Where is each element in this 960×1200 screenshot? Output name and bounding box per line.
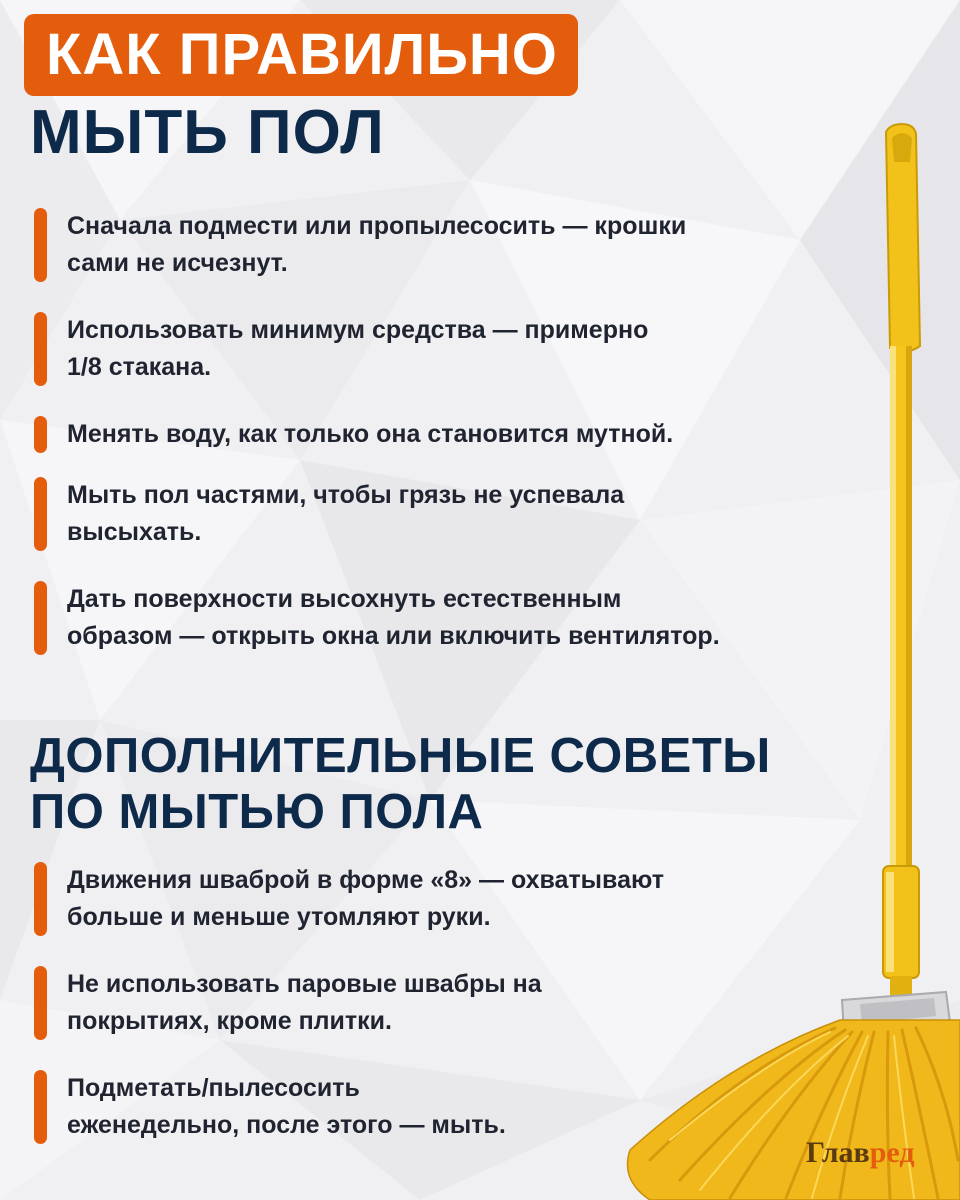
yellow-mop-icon (590, 120, 960, 1200)
page-title-line2: МЫТЬ ПОЛ (30, 98, 385, 167)
tip-marker (34, 966, 47, 1040)
section-title: ДОПОЛНИТЕЛЬНЫЕ СОВЕТЫ ПО МЫТЬЮ ПОЛА (30, 729, 771, 839)
tip-text: Подметать/пылесосить еженедельно, после этого — мыть. (67, 1074, 506, 1139)
tip-marker (34, 581, 47, 655)
tip-text: Мыть пол частями, чтобы грязь не успевала высыхать. (67, 481, 625, 546)
tip-marker (34, 477, 47, 551)
tip-marker (34, 312, 47, 386)
tip-text: Менять воду, как только она становится мутной. (67, 420, 674, 448)
title-badge (24, 14, 578, 96)
tip-text: Движения шваброй в форме «8» — охватывают больше и меньше утомляют руки. (67, 866, 664, 931)
tip-marker (34, 208, 47, 282)
tip-text: Дать поверхности высохнуть естественным образом — открыть окна или включить вентилятор. (67, 585, 720, 650)
tip-text: Использовать минимум средства — примерно 1/8 стакана. (67, 316, 649, 381)
page-title-line1: КАК ПРАВИЛЬНО (46, 22, 558, 87)
tip-marker (34, 862, 47, 936)
tip-marker (34, 1070, 47, 1144)
tip-text: Сначала подмести или пропылесосить — крошки сами не исчезнут. (67, 212, 687, 277)
tip-marker (34, 416, 47, 453)
brand-logo: Главред (806, 1136, 915, 1169)
tip-text: Не использовать паровые швабры на покрытиях, кроме плитки. (67, 970, 542, 1035)
